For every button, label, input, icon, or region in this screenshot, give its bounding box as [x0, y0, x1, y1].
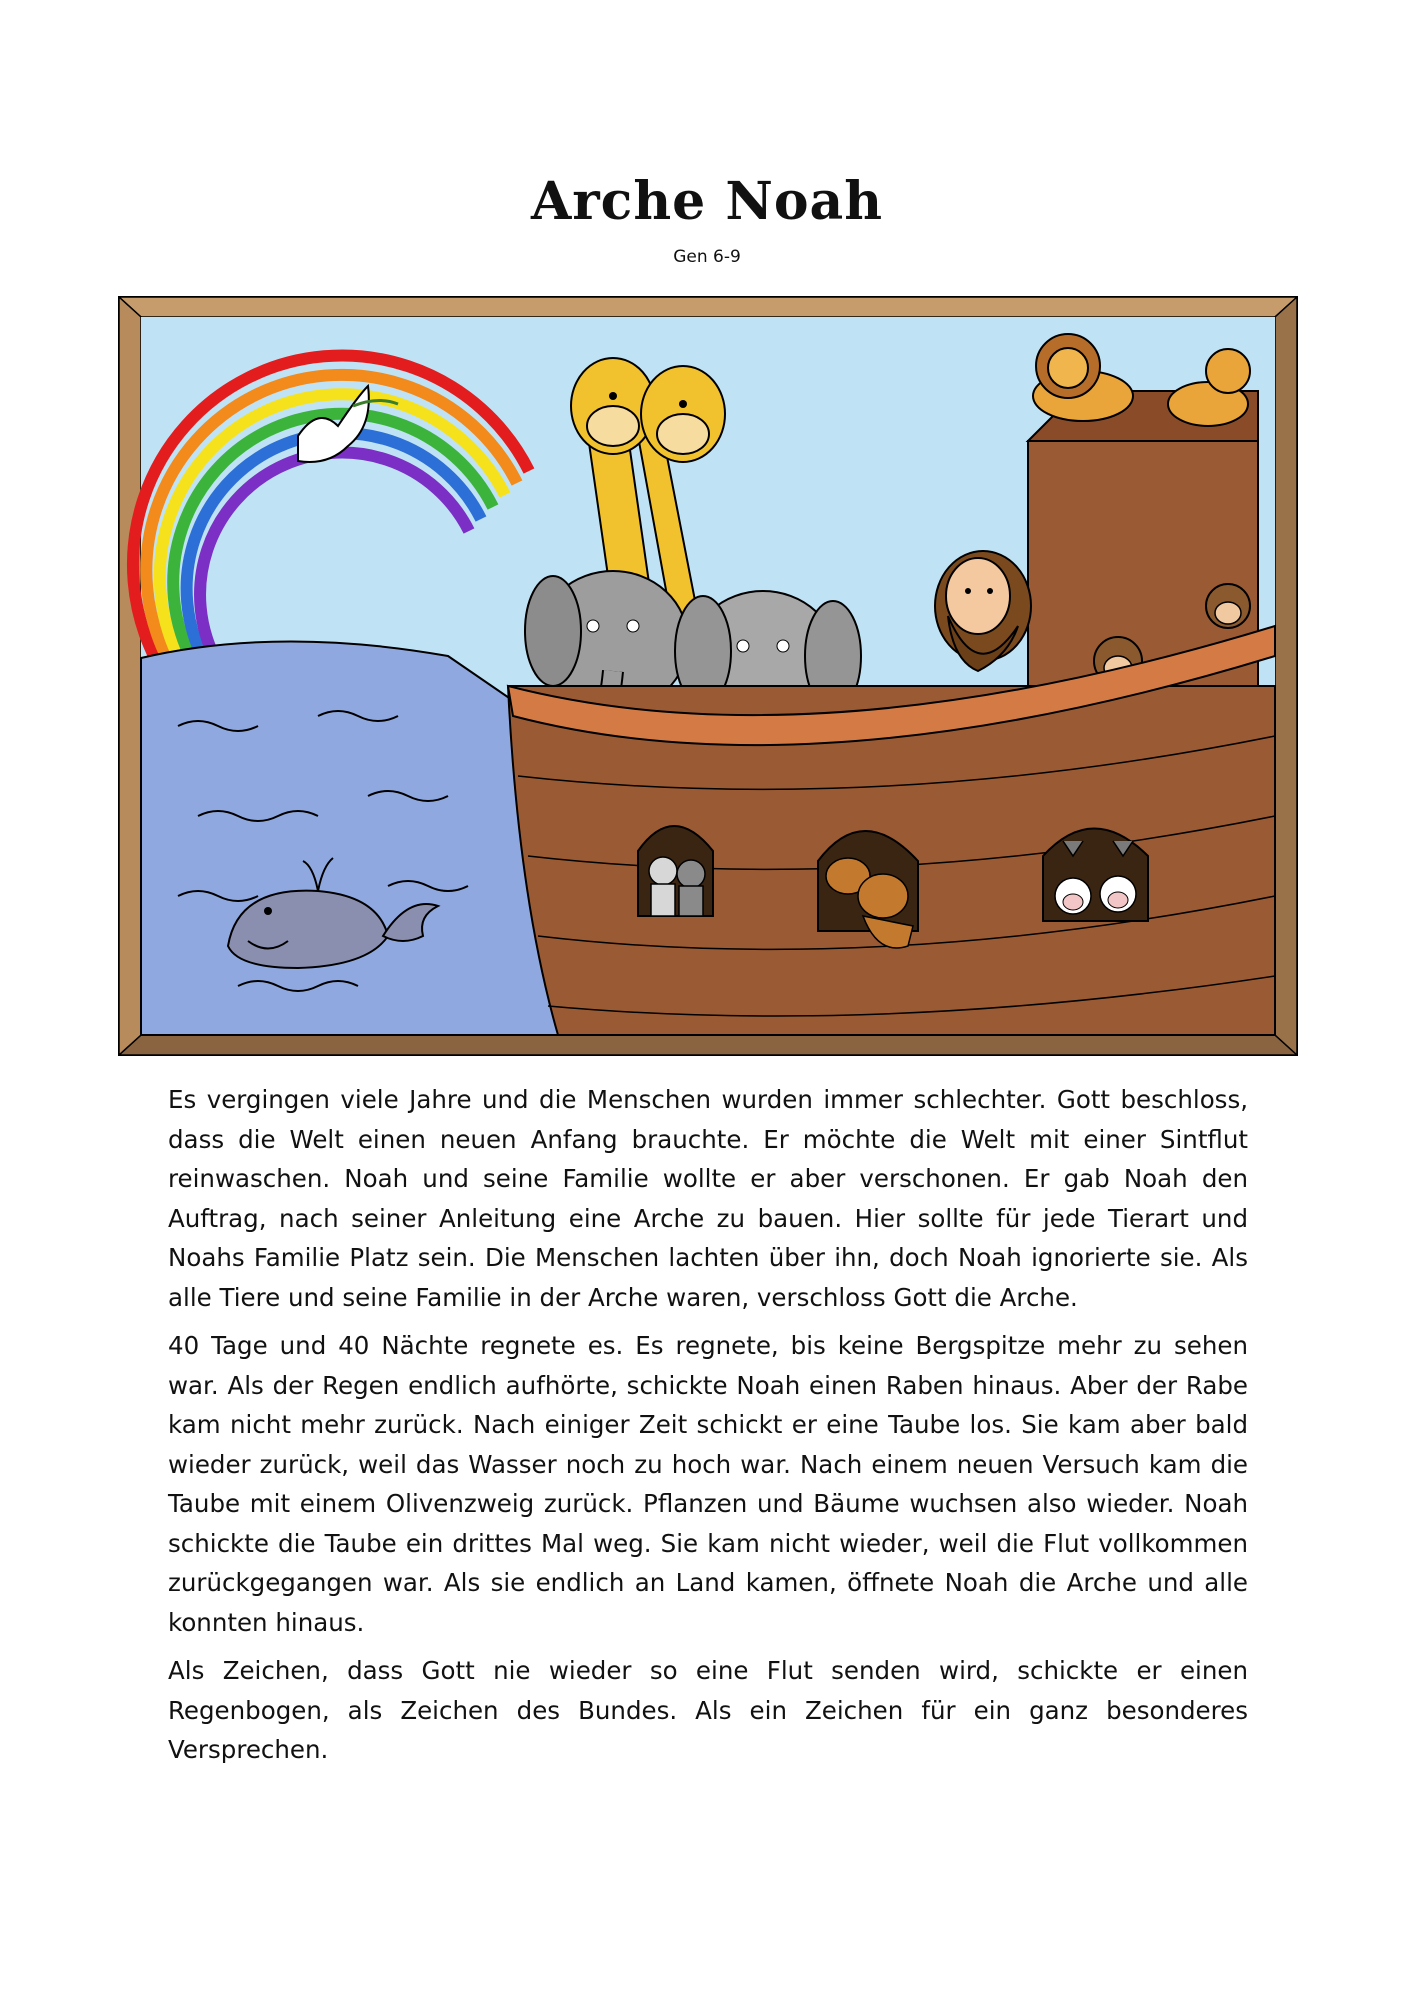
noahs-ark-illustration [118, 296, 1298, 1056]
window-dogs [818, 831, 918, 948]
window-sheep-bats [1043, 829, 1148, 922]
sea [141, 641, 558, 1035]
scene [133, 317, 1275, 1035]
paragraph-2: 40 Tage und 40 Nächte regnete es. Es regnete, bis keine Bergspitze mehr zu sehen war. Als der Regen endlich aufhörte, schickte Noah einen Raben hinaus. Aber der Rabe kam nicht mehr zurück. Nach einiger Zeit schickt er eine Taube los. Sie kam aber bald wieder zurück, weil das Wasser noch zu hoch war. Nach einem neuen Versuch kam die Taube mit einem Olivenzweig zurück. Pflanzen und Bäume wuchsen also wieder. Noah schickte die Taube ein drittes Mal weg. Sie kam nicht wieder, weil die Flut vollkommen zurückgegangen war. Als sie endlich an Land kamen, öffnete Noah die Arche und alle konnten hinaus. [168, 1331, 1248, 1637]
page-title: Arche Noah [530, 171, 884, 232]
paragraph-3: Als Zeichen, dass Gott nie wieder so eine Flut senden wird, schickte er einen Regenbogen, als Zeichen des Bundes. Als ein Zeichen für ein ganz besonderes Versprechen. [168, 1656, 1248, 1764]
story-text [168, 1080, 1248, 1779]
window-cats [638, 826, 713, 916]
bible-reference: Gen 6-9 [673, 247, 741, 267]
paragraph-1: Es vergingen viele Jahre und die Menschen wurden immer schlechter. Gott beschloss, dass die Welt einen neuen Anfang brauchte. Er möchte die Welt mit einer Sintflut reinwaschen. Noah und seine Familie wollte er aber verschonen. Er gab Noah den Auftrag, nach seiner Anleitung eine Arche zu bauen. Hier sollte für jede Tierart und Noahs Familie Platz sein. Die Menschen lachten über ihn, doch Noah ignorierte sie. Als alle Tiere und seine Familie in der Arche waren, verschloss Gott die Arche. [168, 1085, 1248, 1312]
